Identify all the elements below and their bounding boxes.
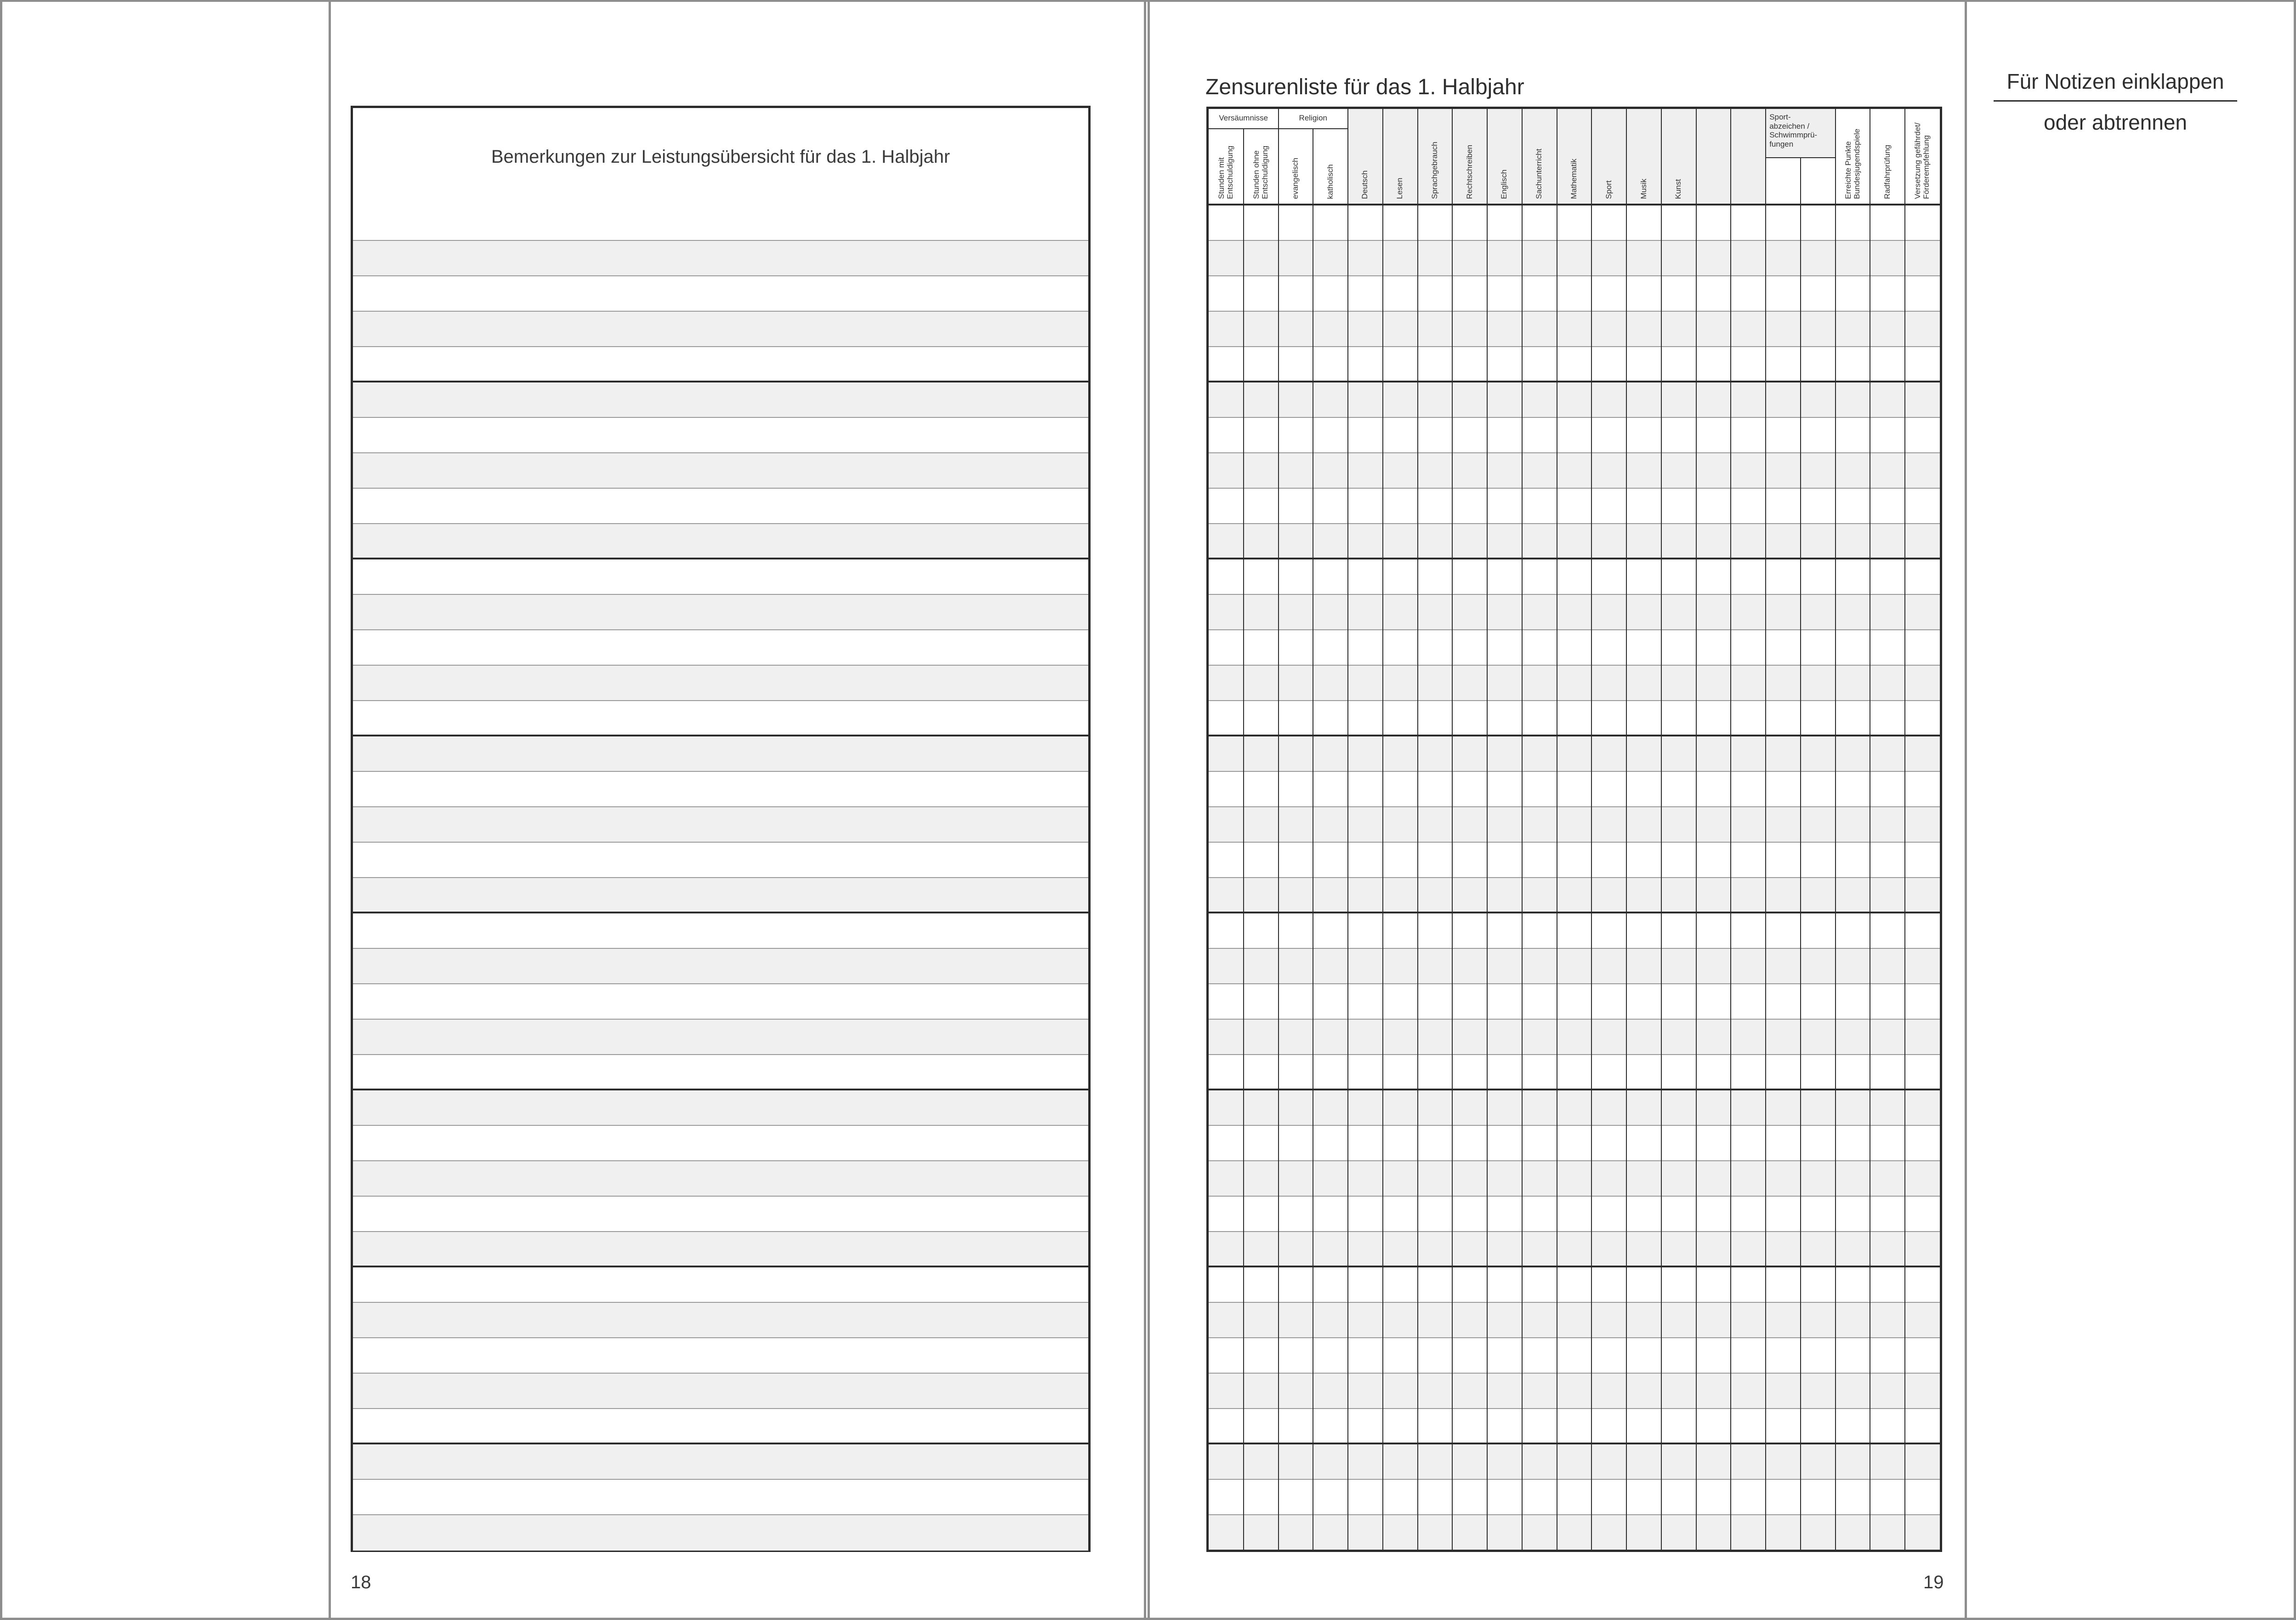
column-header: Mathematik bbox=[1569, 159, 1578, 199]
remarks-row[interactable] bbox=[353, 878, 1088, 913]
column-divider bbox=[1696, 109, 1697, 1550]
notes-panel bbox=[1994, 69, 2237, 135]
page-number-left: 18 bbox=[351, 1572, 371, 1592]
grades-row[interactable] bbox=[1209, 1303, 1940, 1338]
grades-row[interactable] bbox=[1209, 1267, 1940, 1303]
grades-row[interactable] bbox=[1209, 666, 1940, 701]
remarks-row[interactable] bbox=[353, 595, 1088, 630]
remarks-row[interactable] bbox=[353, 949, 1088, 984]
grades-table bbox=[1206, 107, 1942, 1552]
column-divider bbox=[1730, 109, 1731, 1550]
remarks-row[interactable] bbox=[353, 418, 1088, 453]
grades-title: Zensurenliste für das 1. Halbjahr bbox=[1205, 75, 1524, 99]
grades-row[interactable] bbox=[1209, 1055, 1940, 1090]
column-header: Sachunterricht bbox=[1534, 148, 1544, 199]
grades-row[interactable] bbox=[1209, 1409, 1940, 1444]
remarks-row[interactable] bbox=[353, 1267, 1088, 1303]
column-divider bbox=[1487, 109, 1488, 1550]
column-divider bbox=[1522, 109, 1523, 1550]
grades-row[interactable] bbox=[1209, 241, 1940, 276]
remarks-row[interactable] bbox=[353, 559, 1088, 595]
right-outer-edge bbox=[2294, 0, 2296, 1620]
fold-flap-line bbox=[1965, 0, 1967, 1620]
column-divider bbox=[1417, 109, 1418, 1550]
grades-row[interactable] bbox=[1209, 1338, 1940, 1374]
grades-row[interactable] bbox=[1209, 736, 1940, 772]
remarks-row[interactable] bbox=[353, 489, 1088, 524]
left-inner-margin-line bbox=[329, 0, 331, 1620]
grades-row[interactable] bbox=[1209, 1020, 1940, 1055]
remarks-row[interactable] bbox=[353, 347, 1088, 382]
column-header: Kunst bbox=[1674, 179, 1683, 199]
remarks-row[interactable] bbox=[353, 1515, 1088, 1551]
grades-row[interactable] bbox=[1209, 772, 1940, 807]
column-divider bbox=[1347, 109, 1348, 1550]
grades-row[interactable] bbox=[1209, 205, 1940, 241]
remarks-row[interactable] bbox=[353, 205, 1088, 241]
grades-row[interactable] bbox=[1209, 1444, 1940, 1480]
remarks-row[interactable] bbox=[353, 630, 1088, 666]
spine-line-right bbox=[1148, 0, 1150, 1620]
grades-row[interactable] bbox=[1209, 1090, 1940, 1126]
header-shade bbox=[1731, 109, 1766, 205]
grades-row[interactable] bbox=[1209, 312, 1940, 347]
column-header: Sport bbox=[1604, 180, 1613, 199]
left-outer-edge bbox=[0, 0, 2, 1620]
remarks-row[interactable] bbox=[353, 736, 1088, 772]
grades-row[interactable] bbox=[1209, 1480, 1940, 1515]
grades-row[interactable] bbox=[1209, 1161, 1940, 1197]
remarks-row[interactable] bbox=[353, 1020, 1088, 1055]
column-divider bbox=[1591, 109, 1592, 1550]
grades-row[interactable] bbox=[1209, 984, 1940, 1020]
column-header: Radfahrprüfung bbox=[1882, 144, 1892, 199]
grades-row[interactable] bbox=[1209, 347, 1940, 382]
column-divider bbox=[1278, 109, 1279, 1550]
grades-row[interactable] bbox=[1209, 524, 1940, 559]
column-header: Sprachgebrauch bbox=[1430, 142, 1439, 199]
column-header: evangelisch bbox=[1290, 158, 1300, 199]
remarks-rows bbox=[353, 205, 1088, 1550]
remarks-row[interactable] bbox=[353, 1090, 1088, 1126]
column-header: Deutsch bbox=[1360, 170, 1370, 199]
group-label-absences: Versäumnisse bbox=[1219, 114, 1268, 122]
header-bottom-line bbox=[1209, 204, 1940, 205]
column-divider bbox=[1661, 109, 1662, 1550]
remarks-row[interactable] bbox=[353, 1409, 1088, 1444]
remarks-row[interactable] bbox=[353, 1374, 1088, 1409]
remarks-row[interactable] bbox=[353, 1338, 1088, 1374]
header-shade bbox=[1696, 109, 1731, 205]
column-header: Stunden ohne Entschuldigung bbox=[1251, 145, 1269, 199]
column-divider bbox=[1835, 109, 1836, 1550]
grades-row[interactable] bbox=[1209, 276, 1940, 312]
column-header: Englisch bbox=[1500, 169, 1509, 199]
bottom-edge bbox=[0, 1618, 2296, 1620]
grades-row[interactable] bbox=[1209, 843, 1940, 878]
remarks-row[interactable] bbox=[353, 1480, 1088, 1515]
grades-row[interactable] bbox=[1209, 949, 1940, 984]
remarks-row[interactable] bbox=[353, 1444, 1088, 1480]
remarks-row[interactable] bbox=[353, 1197, 1088, 1232]
column-divider bbox=[1800, 157, 1801, 1550]
column-divider bbox=[1626, 109, 1627, 1550]
group-divider-sport bbox=[1766, 157, 1836, 158]
column-header: Rechtschreiben bbox=[1465, 144, 1474, 199]
grades-row[interactable] bbox=[1209, 913, 1940, 949]
group-label-sport-tests: Sport- abzeichen / Schwimmprü- fungen bbox=[1769, 113, 1818, 148]
remarks-row[interactable] bbox=[353, 1161, 1088, 1197]
column-header: Stunden mit Entschuldigung bbox=[1216, 145, 1234, 199]
remarks-row[interactable] bbox=[353, 666, 1088, 701]
column-header: Musik bbox=[1639, 178, 1648, 199]
grades-row[interactable] bbox=[1209, 595, 1940, 630]
remarks-row[interactable] bbox=[353, 772, 1088, 807]
grades-row[interactable] bbox=[1209, 453, 1940, 489]
column-divider bbox=[1765, 109, 1766, 1550]
page-number-right: 19 bbox=[1923, 1572, 1944, 1592]
remarks-row[interactable] bbox=[353, 807, 1088, 843]
grades-row[interactable] bbox=[1209, 1126, 1940, 1161]
column-header: Erreichte Punkte Bundesjugendspiele bbox=[1843, 128, 1861, 199]
remarks-row[interactable] bbox=[353, 241, 1088, 276]
remarks-row[interactable] bbox=[353, 984, 1088, 1020]
grades-row[interactable] bbox=[1209, 382, 1940, 418]
column-divider bbox=[1243, 128, 1244, 1550]
notes-line-1: Für Notizen einklappen bbox=[2006, 69, 2224, 93]
column-header: katholisch bbox=[1325, 164, 1335, 199]
grades-row[interactable] bbox=[1209, 1232, 1940, 1267]
remarks-row[interactable] bbox=[353, 1055, 1088, 1090]
group-label-religion: Religion bbox=[1299, 114, 1327, 122]
grades-row[interactable] bbox=[1209, 1197, 1940, 1232]
remarks-table bbox=[351, 106, 1091, 1552]
remarks-row[interactable] bbox=[353, 453, 1088, 489]
remarks-row[interactable] bbox=[353, 1303, 1088, 1338]
top-edge bbox=[0, 0, 2296, 2]
grades-row[interactable] bbox=[1209, 630, 1940, 666]
grades-row[interactable] bbox=[1209, 1374, 1940, 1409]
remarks-row[interactable] bbox=[353, 524, 1088, 559]
remarks-row[interactable] bbox=[353, 276, 1088, 312]
remarks-row[interactable] bbox=[353, 1126, 1088, 1161]
column-header: Lesen bbox=[1395, 177, 1404, 199]
remarks-row[interactable] bbox=[353, 843, 1088, 878]
remarks-title: Bemerkungen zur Leistungsübersicht für das 1. Halbjahr bbox=[353, 108, 1088, 208]
remarks-row[interactable] bbox=[353, 913, 1088, 949]
column-divider bbox=[1904, 109, 1905, 1550]
grades-row[interactable] bbox=[1209, 559, 1940, 595]
grades-row[interactable] bbox=[1209, 878, 1940, 913]
remarks-row[interactable] bbox=[353, 1232, 1088, 1267]
remarks-row[interactable] bbox=[353, 701, 1088, 736]
grades-row[interactable] bbox=[1209, 1515, 1940, 1551]
remarks-row[interactable] bbox=[353, 382, 1088, 418]
column-divider bbox=[1382, 109, 1383, 1550]
grades-row[interactable] bbox=[1209, 701, 1940, 736]
notes-divider bbox=[1994, 100, 2237, 102]
column-divider bbox=[1452, 109, 1453, 1550]
group-divider-absences-religion bbox=[1209, 128, 1348, 129]
notes-line-2: oder abtrennen bbox=[2043, 110, 2188, 134]
spine-line-left bbox=[1144, 0, 1146, 1620]
grades-row[interactable] bbox=[1209, 418, 1940, 453]
column-header: Versetzung gefährdet/ Förderempfehlung bbox=[1913, 122, 1931, 199]
grades-row[interactable] bbox=[1209, 807, 1940, 843]
remarks-row[interactable] bbox=[353, 312, 1088, 347]
grades-row[interactable] bbox=[1209, 489, 1940, 524]
